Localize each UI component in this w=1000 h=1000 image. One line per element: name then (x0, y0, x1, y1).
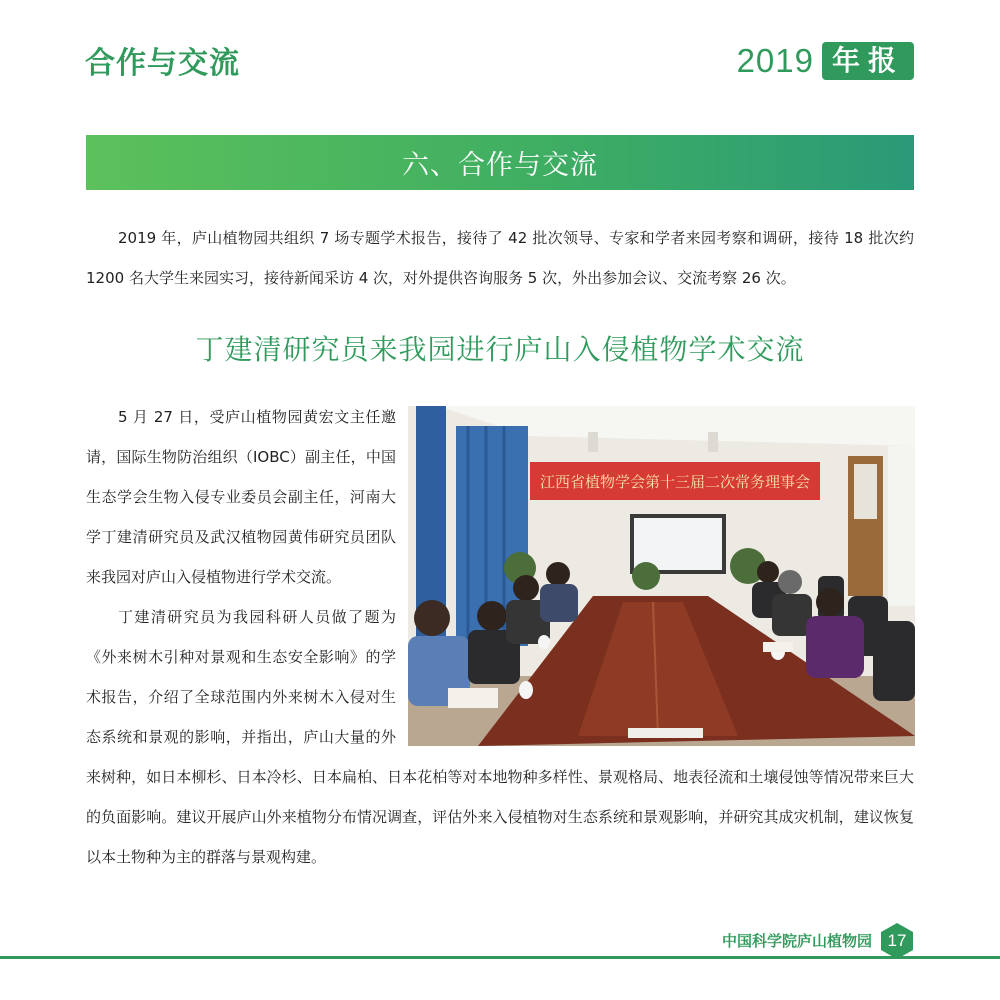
page-title: 合作与交流 (85, 46, 240, 81)
intro-paragraph: 2019 年，庐山植物园共组织 7 场专题学术报告，接待了 42 批次领导、专家和学者来园考察和调研，接待 18 批次约 1200 名大学生来园实习，接待新闻采访 4 次，对外提供咨询服务 5 次，外出参加会议、交流考察 26 次。 (86, 229, 914, 287)
page-number: 17 (887, 931, 907, 950)
annual-report-badge: 年报 (822, 42, 914, 80)
footer-org-name: 中国科学院庐山植物园 (721, 932, 872, 950)
report-year: 2019 (736, 42, 814, 79)
meeting-photo (408, 406, 915, 746)
article-paragraph-2: 丁建清研究员为我园科研人员做了题为《外来树木引种对景观和生态安全影响》的学术报告，介绍了全球范围内外来树木入侵对生态系统和景观的影响，并指出，庐山大量的外来树种，如日本柳杉、日本冷杉、日本扁柏、日本花柏等对本地物种多样性、景观格局、地表径流和土壤侵蚀等情况带来巨大的负面影响。建议开展庐山外来植物分布情况调查，评估外来入侵植物对生态系统和景观影响，并研究其成灾机制，建议恢复以本土物种为主的群落与景观构建。 (86, 608, 914, 866)
footer-divider (0, 956, 1000, 959)
year-block (737, 42, 914, 80)
page-number-badge (880, 922, 914, 960)
photo-banner-text: 江西省植物学会第十三届二次常务理事会 (539, 473, 811, 491)
section-banner: 六、合作与交流 (86, 135, 914, 190)
article-heading: 丁建清研究员来我园进行庐山入侵植物学术交流 (195, 333, 805, 366)
article-paragraph-1: 5 月 27 日，受庐山植物园黄宏文主任邀请，国际生物防治组织（IOBC）副主任，中国生态学会生物入侵专业委员会副主任，河南大学丁建清研究员及武汉植物园黄伟研究员团队来我园对庐山入侵植物进行学术交流。 (86, 408, 396, 586)
